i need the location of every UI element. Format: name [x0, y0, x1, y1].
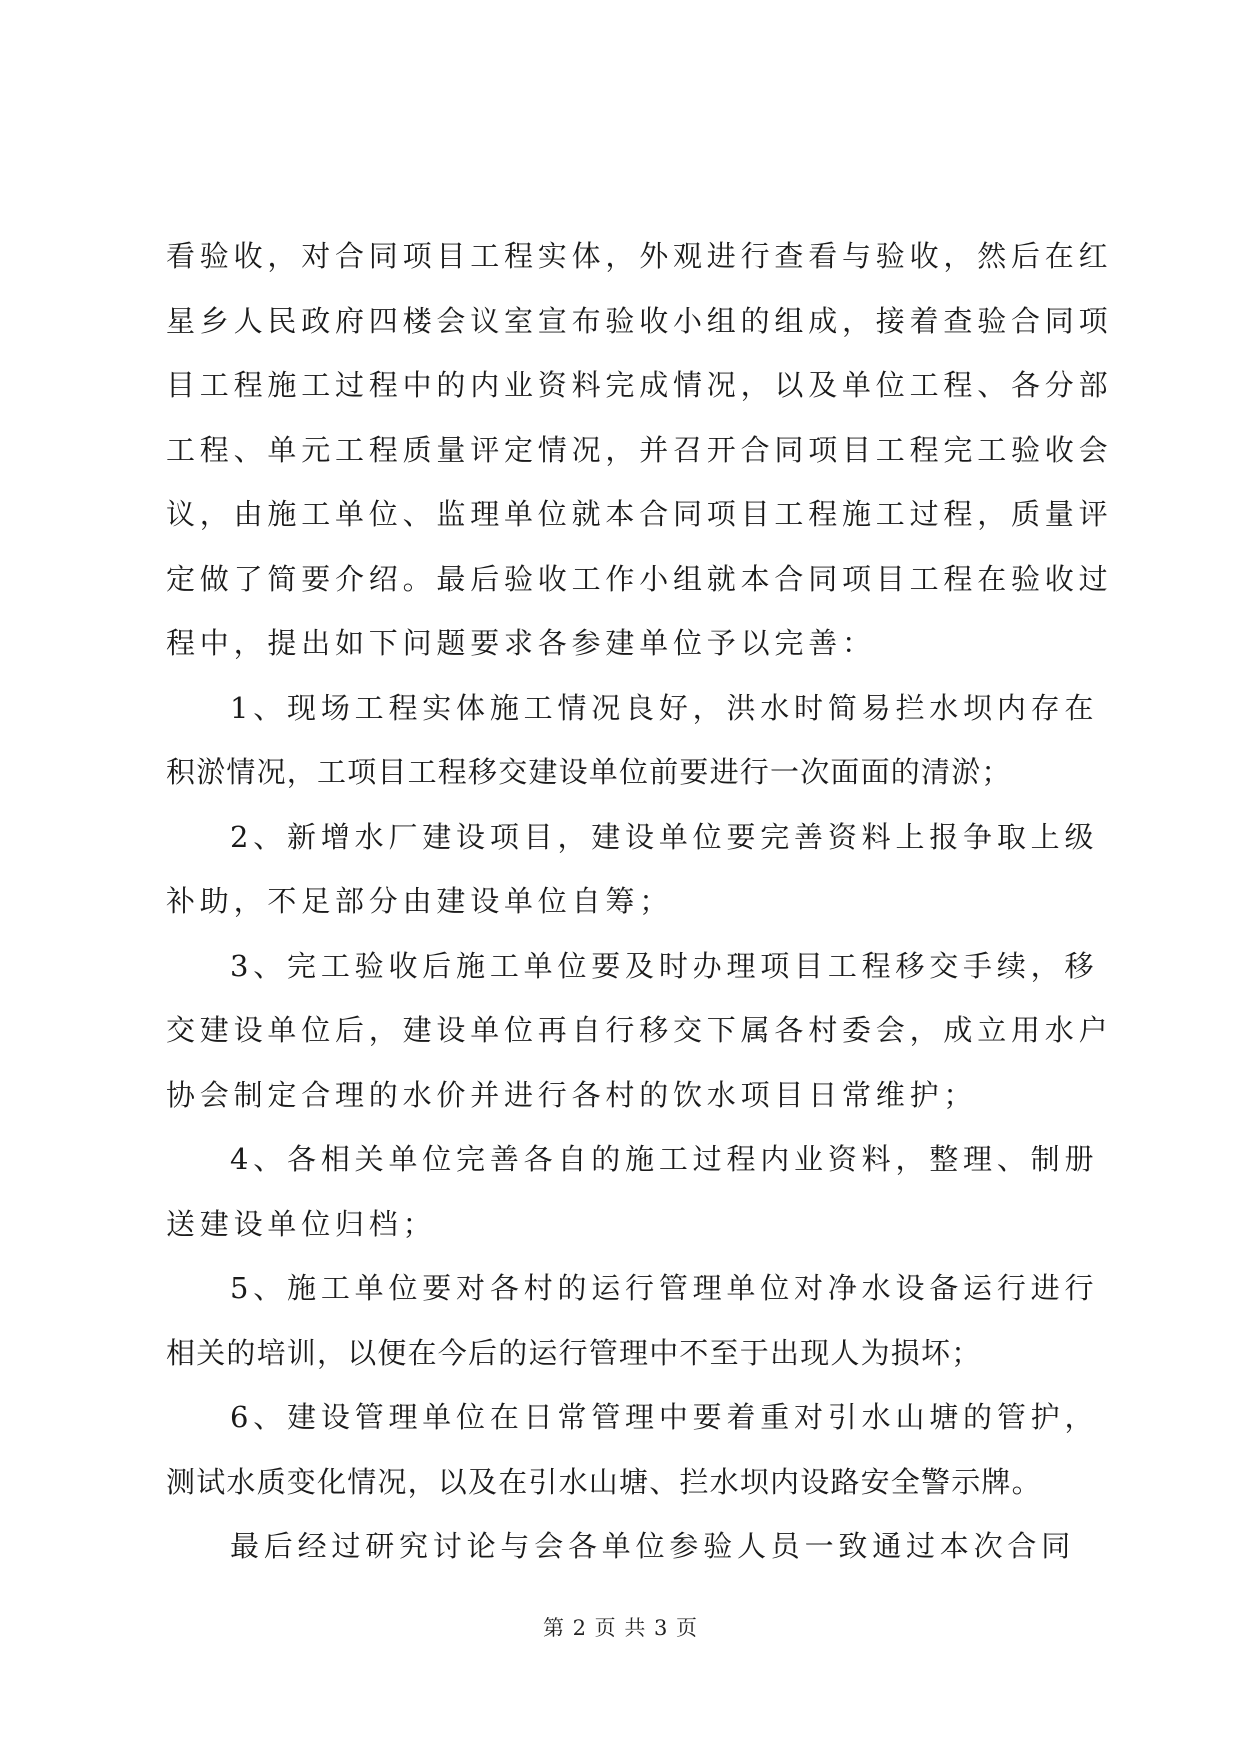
text-line-15: 4、各相关单位完善各自的施工过程内业资料，整理、制册 — [230, 1142, 1099, 1176]
text-line-9: 积淤情况，工项目工程移交建设单位前要进行一次面面的清淤； — [166, 755, 1012, 789]
text-line-8: 1、现场工程实体施工情况良好，洪水时简易拦水坝内存在 — [230, 690, 1099, 725]
text-line-21: 最后经过研究讨论与会各单位参验人员一致通过本次合同 — [230, 1529, 1076, 1563]
text-line-16: 送建设单位归档； — [166, 1206, 437, 1241]
text-line-20: 测试水质变化情况，以及在引水山塘、拦水坝内设路安全警示牌。 — [166, 1464, 1042, 1499]
text-line-14: 协会制定合理的水价并进行各村的饮水项目日常维护； — [166, 1077, 978, 1112]
text-line-6: 定做了简要介绍。最后验收工作小组就本合同项目工程在验收过 — [166, 561, 1113, 596]
text-line-18: 相关的培训，以便在今后的运行管理中不至于出现人为损坏； — [166, 1335, 982, 1370]
text-line-17: 5、施工单位要对各村的运行管理单位对净水设备运行进行 — [230, 1271, 1099, 1305]
text-line-10: 2、新增水厂建设项目，建设单位要完善资料上报争取上级 — [230, 819, 1099, 854]
text-line-4: 工程、单元工程质量评定情况，并召开合同项目工程完工验收会 — [166, 432, 1113, 467]
page-number-footer: 第 2 页 共 3 页 — [542, 1616, 699, 1640]
text-line-19: 6、建设管理单位在日常管理中要着重对引水山塘的管护， — [230, 1400, 1099, 1434]
text-line-1: 看验收，对合同项目工程实体，外观进行查看与验收，然后在红 — [166, 239, 1113, 273]
text-line-11: 补助，不足部分由建设单位自筹； — [166, 884, 674, 918]
text-line-2: 星乡人民政府四楼会议室宣布验收小组的组成，接着查验合同项 — [166, 303, 1113, 338]
body-text — [166, 224, 1113, 1579]
text-line-7: 程中，提出如下问题要求各参建单位予以完善： — [166, 626, 876, 660]
text-line-5: 议，由施工单位、监理单位就本合同项目工程施工过程，质量评 — [166, 497, 1113, 531]
text-line-3: 目工程施工过程中的内业资料完成情况，以及单位工程、各分部 — [166, 368, 1113, 402]
text-line-12: 3、完工验收后施工单位要及时办理项目工程移交手续，移 — [230, 948, 1099, 983]
text-line-13: 交建设单位后，建设单位再自行移交下属各村委会，成立用水户 — [166, 1013, 1113, 1047]
